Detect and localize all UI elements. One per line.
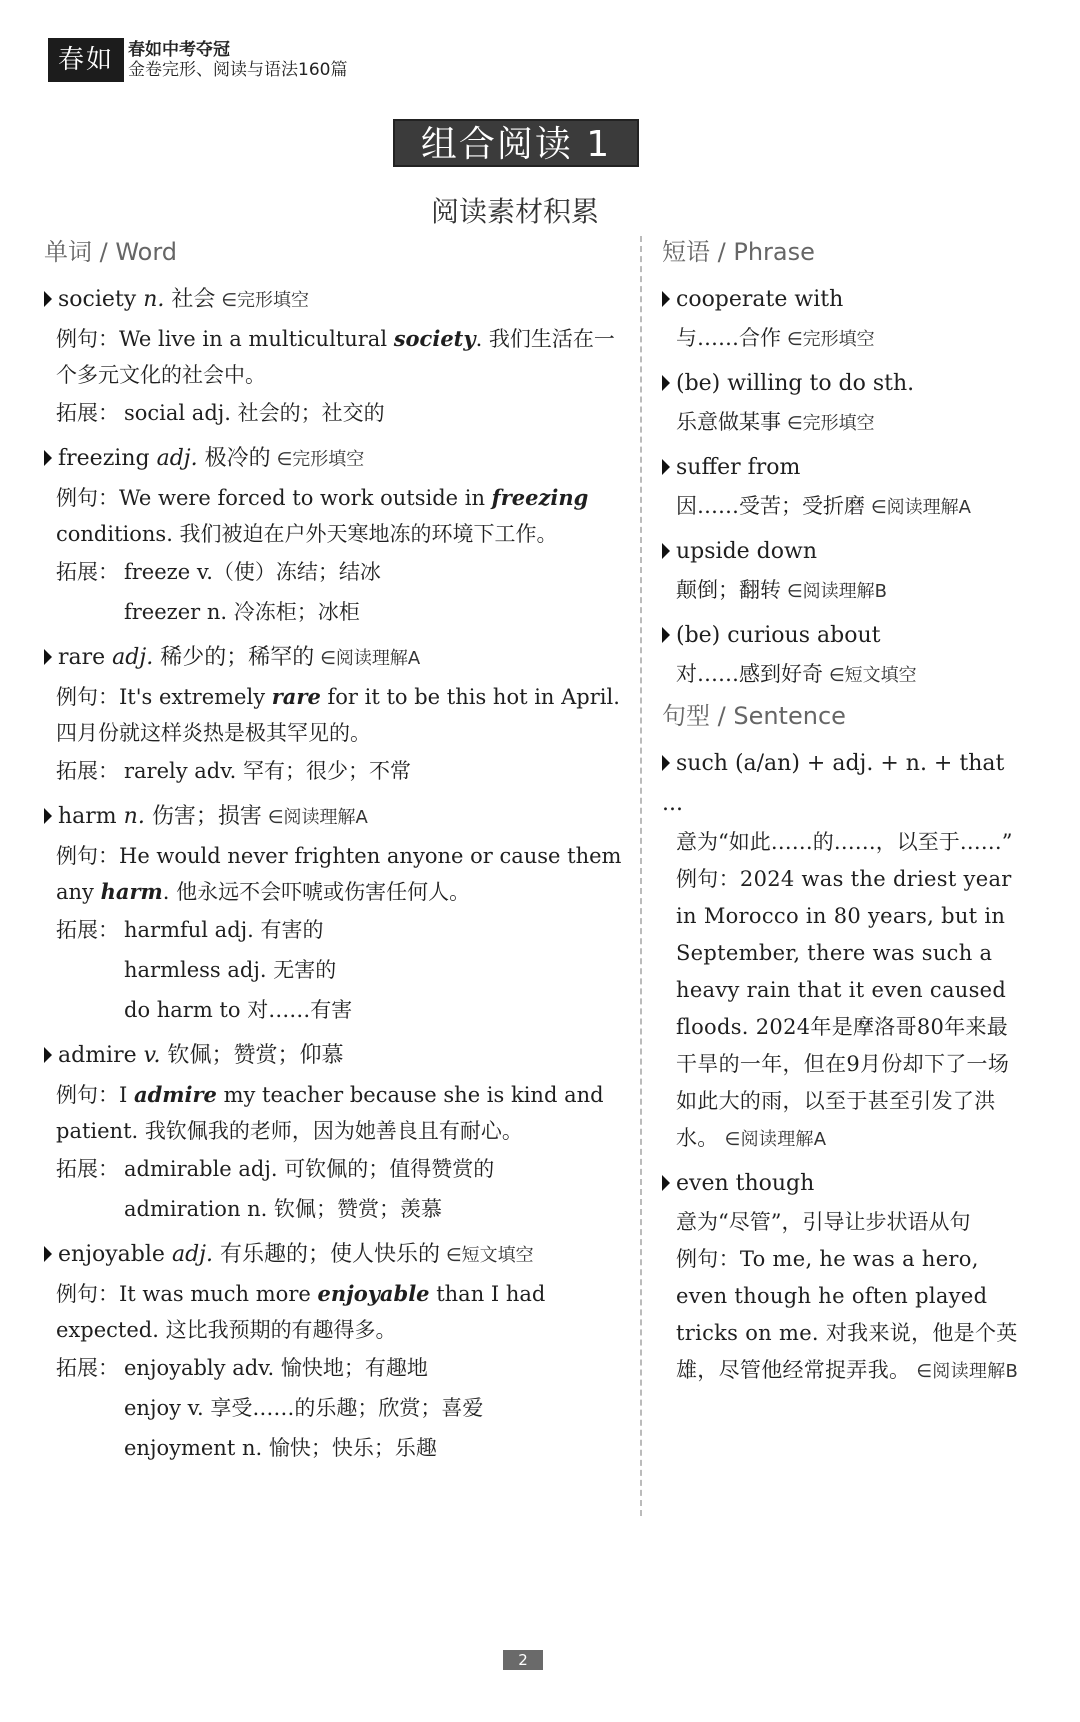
extension-item: freeze v.（使）冻结；结冰 xyxy=(124,560,381,584)
source-tag: ∈阅读理解B xyxy=(916,1361,1019,1382)
example-label: 例句： xyxy=(56,1083,119,1107)
word-entry xyxy=(44,1235,626,1468)
source-tag: ∈阅读理解A xyxy=(724,1129,827,1150)
example-sentence xyxy=(662,1241,1028,1390)
series-line-1: 春如中考夺冠 xyxy=(128,40,230,60)
example-keyword: enjoyable xyxy=(317,1281,430,1306)
extension-item: enjoyably adv. 愉快地；有趣地 xyxy=(124,1356,428,1380)
word-entry xyxy=(44,280,626,433)
source-tag: ∈阅读理解A xyxy=(267,807,368,828)
phrase: suffer from xyxy=(676,455,801,480)
phrase-headline xyxy=(662,532,1028,572)
word-column xyxy=(44,236,626,1474)
extension-item: admirable adj. 可钦佩的；值得赞赏的 xyxy=(124,1157,495,1181)
word-entry xyxy=(44,439,626,632)
example-label: 例句： xyxy=(676,1247,740,1271)
word-headline xyxy=(44,280,626,321)
part-of-speech: v. xyxy=(143,1043,161,1068)
extension-label: 拓展： xyxy=(56,1157,119,1181)
example-text-post: . 我们生活在一个多元文化的社会中。 xyxy=(56,327,615,387)
extension-item: harmful adj. 有害的 xyxy=(124,918,324,942)
word: admire xyxy=(58,1043,137,1068)
example-text-post: my teacher because she is kind and patient. 我钦佩我的老师，因为她善良且有耐心。 xyxy=(56,1083,604,1143)
phrase: (be) curious about xyxy=(676,623,881,648)
word-headline xyxy=(44,638,626,679)
phrase-entry xyxy=(662,364,1028,442)
sentence-pattern: even though xyxy=(676,1171,815,1196)
bullet-icon xyxy=(662,543,670,559)
sentence-headline xyxy=(662,744,1028,824)
source-tag: ∈阅读理解B xyxy=(787,581,888,602)
page-title: 组合阅读 1 xyxy=(393,119,639,167)
extension-item: enjoy v. 享受……的乐趣；欣赏；喜爱 xyxy=(124,1396,484,1420)
series-title xyxy=(128,40,347,80)
extension xyxy=(44,393,626,433)
extension-items xyxy=(124,1348,483,1468)
bullet-icon xyxy=(662,627,670,643)
publisher-logo: 春如 xyxy=(48,38,124,82)
example-text-post: than I had expected. 这比我预期的有趣得多。 xyxy=(56,1282,546,1342)
example-label: 例句： xyxy=(56,685,119,709)
part-of-speech: n. xyxy=(123,804,145,829)
word: freezing xyxy=(58,446,150,471)
word: enjoyable xyxy=(58,1242,165,1267)
section-phrase-heading: 短语 / Phrase xyxy=(662,238,815,266)
example-text-pre: It was much more xyxy=(119,1282,318,1306)
example-label: 例句： xyxy=(56,486,119,510)
section-word-heading: 单词 / Word xyxy=(44,238,178,266)
source-tag: ∈短文填空 xyxy=(829,665,917,686)
part-of-speech: adj. xyxy=(156,446,198,471)
example-text-post: . 他永远不会吓唬或伤害任何人。 xyxy=(162,880,471,904)
example-text-pre: We live in a multicultural xyxy=(119,327,394,351)
bullet-icon xyxy=(662,755,670,771)
extension xyxy=(44,910,626,1030)
example-label: 例句： xyxy=(56,327,119,351)
page-number: 2 xyxy=(503,1650,543,1670)
bullet-icon xyxy=(44,808,52,824)
example-sentence xyxy=(44,1276,626,1348)
phrase: cooperate with xyxy=(676,287,844,312)
extension-item: do harm to 对……有害 xyxy=(124,998,353,1022)
extension-item: freezer n. 冷冻柜；冰柜 xyxy=(124,600,360,624)
phrase-meaning-line xyxy=(662,320,1028,358)
sentence-meaning: 意为“尽管”，引导让步状语从句 xyxy=(676,1210,971,1234)
column-divider xyxy=(640,236,642,1516)
example-text-post: for it to be this hot in April. 四月份就这样炎热是极其罕见的。 xyxy=(56,685,620,745)
word-list xyxy=(44,280,626,1468)
phrase-meaning: 颠倒；翻转 xyxy=(676,578,781,602)
example-text-pre: I xyxy=(119,1083,134,1107)
phrase-meaning: 与……合作 xyxy=(676,326,781,350)
extension-label: 拓展： xyxy=(56,560,119,584)
example-text: 2024 was the driest year in Morocco in 80 years, but in September, there was such a heavy rain that it even caused floods. 2024年是摩洛哥80年来最干旱的一年，但在9月份却下了一场如此大的雨，以至于甚至引发了洪水。 xyxy=(676,867,1012,1150)
example-sentence xyxy=(44,679,626,751)
word-meaning: 有乐趣的；使人快乐的 xyxy=(219,1242,440,1267)
word: harm xyxy=(58,804,117,829)
example-text: To me, he was a hero, even though he often played tricks on me. 对我来说，他是个英雄，尽管他经常捉弄我。 xyxy=(676,1247,1018,1382)
extension xyxy=(44,751,626,791)
word-entry xyxy=(44,1036,626,1229)
example-text-post: conditions. 我们被迫在户外天寒地冻的环境下工作。 xyxy=(56,522,558,546)
extension-items xyxy=(124,552,381,632)
part-of-speech: n. xyxy=(143,287,165,312)
bullet-icon xyxy=(44,1246,52,1262)
word-entry xyxy=(44,797,626,1030)
source-tag: ∈阅读理解A xyxy=(320,648,421,669)
series-line-2: 金卷完形、阅读与语法160篇 xyxy=(128,60,348,80)
extension-items xyxy=(124,910,352,1030)
example-text-pre: We were forced to work outside in xyxy=(119,486,492,510)
example-text-pre: He would never frighten anyone or cause them any xyxy=(56,844,622,904)
phrase-meaning-line xyxy=(662,656,1028,694)
sentence-meaning: 意为“如此……的……，以至于……” xyxy=(676,830,1013,854)
phrase-headline xyxy=(662,616,1028,656)
example-sentence xyxy=(44,1077,626,1149)
word: society xyxy=(58,287,137,312)
section-sentence-heading: 句型 / Sentence xyxy=(662,702,846,730)
part-of-speech: adj. xyxy=(171,1242,213,1267)
example-text-pre: It's extremely xyxy=(119,685,272,709)
example-keyword: rare xyxy=(271,684,321,709)
extension-items xyxy=(124,1149,494,1229)
example-label: 例句： xyxy=(56,1282,119,1306)
extension xyxy=(44,552,626,632)
example-sentence xyxy=(662,861,1028,1158)
word: rare xyxy=(58,645,106,670)
bullet-icon xyxy=(44,649,52,665)
word-headline xyxy=(44,439,626,480)
phrase-entry xyxy=(662,280,1028,358)
word-headline xyxy=(44,1235,626,1276)
example-label: 例句： xyxy=(56,844,119,868)
source-tag: ∈完形填空 xyxy=(221,290,310,311)
phrase-meaning-line xyxy=(662,404,1028,442)
word-meaning: 钦佩；赞赏；仰慕 xyxy=(167,1043,344,1068)
bullet-icon xyxy=(662,1175,670,1191)
extension-item: admiration n. 钦佩；赞赏；羡慕 xyxy=(124,1197,443,1221)
source-tag: ∈短文填空 xyxy=(445,1245,534,1266)
extension-label: 拓展： xyxy=(56,759,119,783)
word-entry xyxy=(44,638,626,791)
word-meaning: 社会 xyxy=(171,287,216,312)
sentence-entry xyxy=(662,1164,1028,1390)
extension xyxy=(44,1149,626,1229)
example-keyword: harm xyxy=(100,879,163,904)
phrase: (be) willing to do sth. xyxy=(676,371,915,396)
phrase-meaning: 因……受苦；受折磨 xyxy=(676,494,865,518)
extension-label: 拓展： xyxy=(56,401,119,425)
word-headline xyxy=(44,797,626,838)
sentence-pattern: such (a/an) + adj. + n. + that ... xyxy=(662,751,1005,816)
extension-label: 拓展： xyxy=(56,918,119,942)
source-tag: ∈完形填空 xyxy=(787,329,875,350)
extension-item: rarely adv. 罕有；很少；不常 xyxy=(124,759,411,783)
extension-item: social adj. 社会的；社交的 xyxy=(124,401,385,425)
page-subtitle: 阅读素材积累 xyxy=(430,195,599,228)
phrase-entry xyxy=(662,448,1028,526)
phrase-meaning-line xyxy=(662,488,1028,526)
example-sentence xyxy=(44,321,626,393)
example-keyword: freezing xyxy=(491,485,589,510)
bullet-icon xyxy=(662,375,670,391)
example-keyword: admire xyxy=(133,1082,217,1107)
extension-label: 拓展： xyxy=(56,1356,119,1380)
phrase: upside down xyxy=(676,539,818,564)
bullet-icon xyxy=(662,459,670,475)
book-header xyxy=(48,38,347,82)
phrase-entry xyxy=(662,532,1028,610)
phrase-headline xyxy=(662,364,1028,404)
bullet-icon xyxy=(44,450,52,466)
example-label: 例句： xyxy=(676,867,740,891)
word-headline xyxy=(44,1036,626,1077)
extension-item: enjoyment n. 愉快；快乐；乐趣 xyxy=(124,1436,437,1460)
extension-item: harmless adj. 无害的 xyxy=(124,958,337,982)
phrase-list xyxy=(662,280,1028,694)
source-tag: ∈完形填空 xyxy=(787,413,875,434)
word-meaning: 伤害；损害 xyxy=(151,804,262,829)
part-of-speech: adj. xyxy=(112,645,154,670)
phrase-meaning-line xyxy=(662,572,1028,610)
bullet-icon xyxy=(44,1047,52,1063)
sentence-list xyxy=(662,744,1028,1390)
extension-items xyxy=(124,393,385,433)
example-sentence xyxy=(44,838,626,910)
phrase-headline xyxy=(662,280,1028,320)
phrase-entry xyxy=(662,616,1028,694)
extension xyxy=(44,1348,626,1468)
sentence-headline xyxy=(662,1164,1028,1204)
example-keyword: society xyxy=(393,326,476,351)
source-tag: ∈完形填空 xyxy=(276,449,365,470)
word-meaning: 稀少的；稀罕的 xyxy=(160,645,315,670)
phrase-sentence-column xyxy=(662,236,1028,1396)
bullet-icon xyxy=(44,291,52,307)
bullet-icon xyxy=(662,291,670,307)
phrase-headline xyxy=(662,448,1028,488)
example-sentence xyxy=(44,480,626,552)
extension-items xyxy=(124,751,411,791)
source-tag: ∈阅读理解A xyxy=(871,497,971,518)
sentence-entry xyxy=(662,744,1028,1158)
word-meaning: 极冷的 xyxy=(204,446,271,471)
phrase-meaning: 对……感到好奇 xyxy=(676,662,823,686)
phrase-meaning: 乐意做某事 xyxy=(676,410,781,434)
